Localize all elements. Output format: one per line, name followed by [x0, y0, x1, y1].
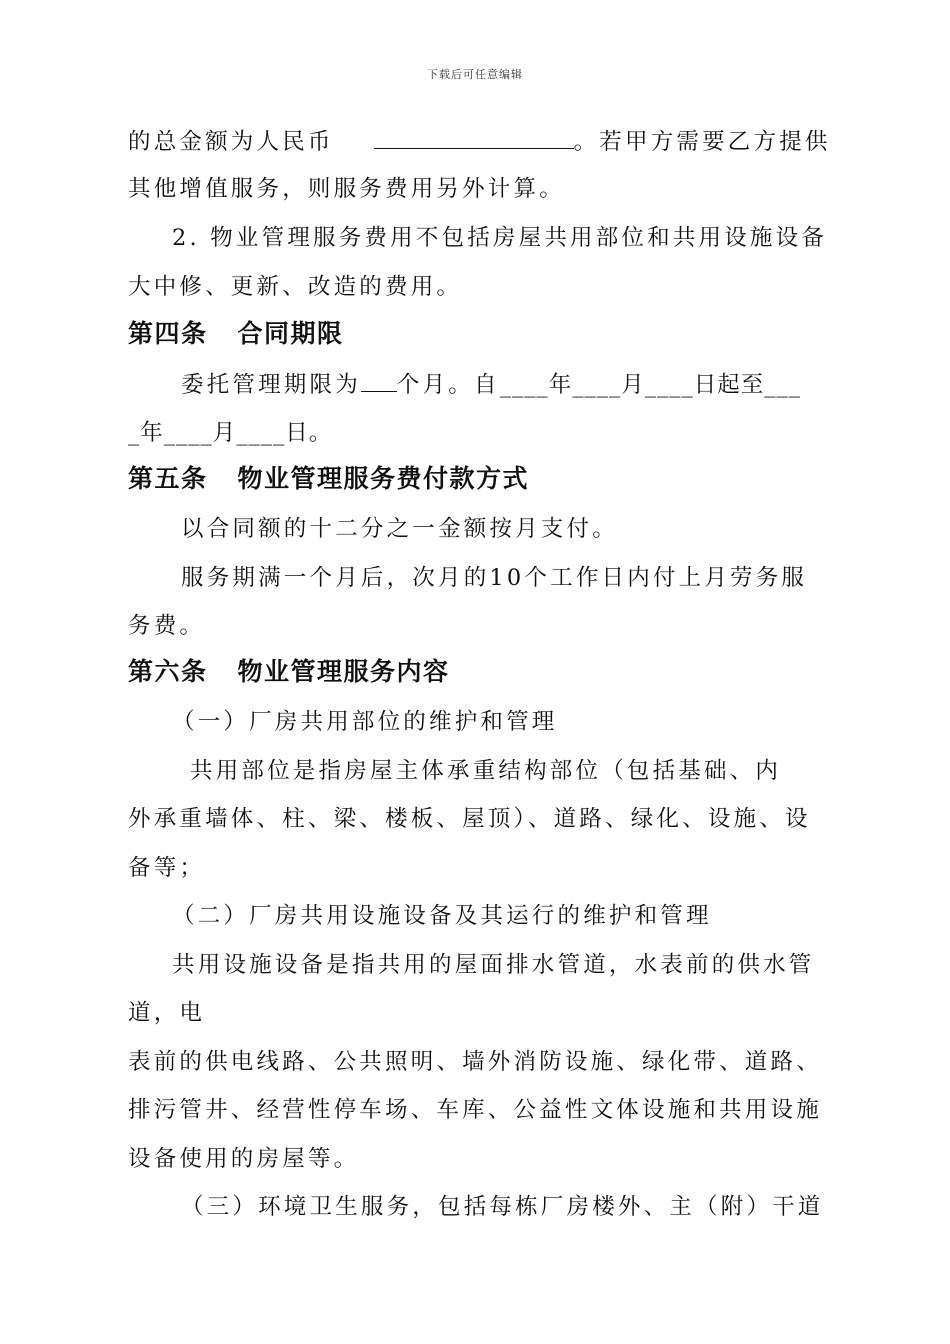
paragraph-line: （三）环境卫生服务，包括每栋厂房楼外、主（附）干道 — [181, 1194, 824, 1220]
paragraph-line: 道，电 — [128, 1000, 206, 1026]
article-title: 合同期限 — [237, 319, 344, 348]
article-title: 物业管理服务内容 — [237, 657, 450, 686]
text-span: 个月。自 — [396, 372, 500, 398]
paragraph-line: 2. 物业管理服务费用不包括房屋共用部位和共用设施设备 — [172, 225, 828, 251]
date-blanks: ____年____月____日起至___ — [499, 372, 801, 398]
paragraph-line: 外承重墙体、柱、梁、楼板、屋顶）、道路、绿化、设施、设 — [128, 806, 811, 832]
paragraph-line: 大中修、更新、改造的费用。 — [128, 274, 463, 300]
paragraph-line: 共用部位是指房屋主体承重结构部位（包括基础、内 — [190, 758, 782, 784]
paragraph-line: 表前的供电线路、公共照明、墙外消防设施、绿化带、道路、 — [128, 1049, 822, 1075]
article-title: 物业管理服务费付款方式 — [237, 464, 530, 493]
paragraph-line: _年____月____日。 — [128, 420, 333, 446]
text-span: 委托管理期限为 — [181, 372, 361, 398]
article-number: 第五条 — [128, 464, 208, 493]
paragraph-line: 排污管井、经营性停车场、车库、公益性文体设施和共用设施 — [128, 1097, 822, 1123]
text-span: 的总金额为人民币 — [128, 129, 334, 155]
section-heading-5 — [128, 463, 529, 495]
paragraph-line — [128, 126, 831, 157]
paragraph-line: 以合同额的十二分之一金额按月支付。 — [181, 516, 618, 542]
paragraph-line: （二）厂房共用设施设备及其运行的维护和管理 — [172, 903, 712, 929]
paragraph-line: 备等； — [128, 855, 206, 881]
paragraph-line: 共用设施设备是指共用的屋面排水管道，水表前的供水管 — [172, 952, 815, 978]
page-header: 下载后可任意编辑 — [427, 68, 523, 81]
paragraph-line: 务费。 — [128, 613, 206, 639]
text-span: 。若甲方需要乙方提供 — [573, 129, 831, 155]
paragraph-line: （一）厂房共用部位的维护和管理 — [172, 709, 558, 735]
article-number: 第六条 — [128, 657, 208, 686]
section-heading-6 — [128, 656, 450, 688]
paragraph-line — [181, 369, 831, 400]
paragraph-line: 设备使用的房屋等。 — [128, 1146, 360, 1172]
amount-blank — [374, 126, 574, 149]
article-number: 第四条 — [128, 319, 208, 348]
paragraph-line: 服务期满一个月后，次月的10个工作日内付上月劳务服 — [181, 565, 808, 591]
paragraph-line: 其他增值服务，则服务费用另外计算。 — [128, 176, 565, 202]
section-heading-4 — [128, 318, 344, 350]
months-blank — [361, 369, 397, 392]
